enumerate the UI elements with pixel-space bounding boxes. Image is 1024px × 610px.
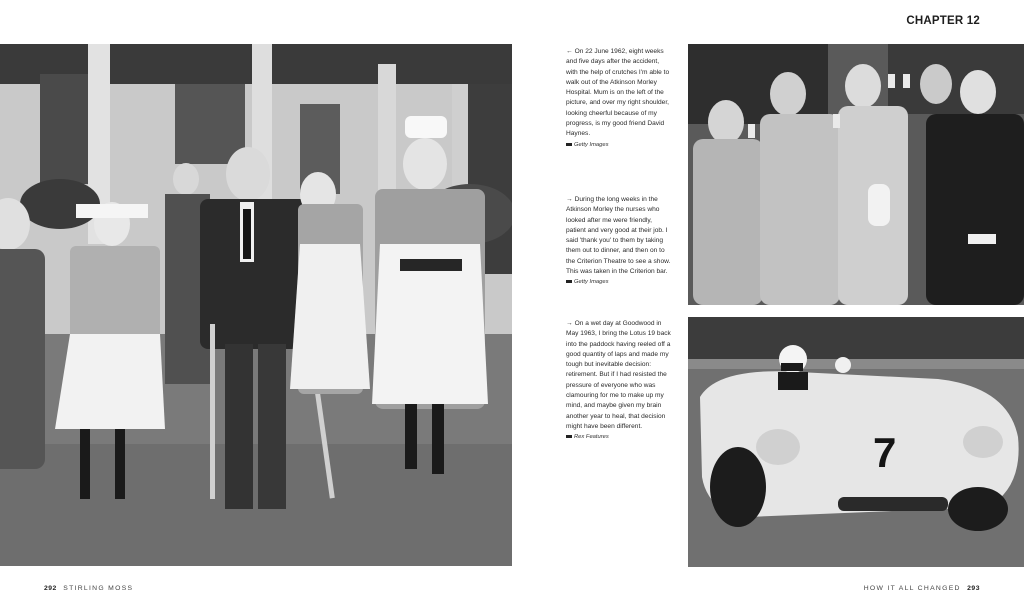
caption-theatre — [566, 195, 672, 285]
right-running-title: HOW IT ALL CHANGED — [863, 585, 961, 592]
caption-goodwood — [566, 319, 672, 440]
left-page-number: 292 — [44, 585, 57, 592]
footer-left — [44, 585, 133, 592]
camera-icon — [566, 143, 572, 146]
arrow-right-icon: → — [566, 196, 573, 203]
arrow-right-icon: → — [566, 320, 573, 327]
hospital-walk-photo — [0, 44, 512, 566]
arrow-left-icon: ← — [566, 48, 573, 55]
chapter-heading: CHAPTER 12 — [906, 15, 980, 27]
photo-credit: Getty Images — [574, 141, 609, 148]
caption-text: On a wet day at Goodwood in May 1963, I bring the Lotus 19 back into the paddock having reeled off a good quantity of laps and made my tough but inevitable decision: retirement. But if I had resisted the pressure of everyone who was clamouring for me to make up my mind, and maybe given my brain another year to heal, that decision might have been different. — [566, 320, 671, 430]
caption-text: On 22 June 1962, eight weeks and five days after the accident, with the help of crutches I'm able to walk out of the Atkinson Morley Hospital. Mum is on the left of the picture, and over my right shoulder, looking cheerful because of my progress, is my good friend David Haynes. — [566, 48, 670, 138]
left-running-title: STIRLING MOSS — [63, 585, 134, 592]
caption-hospital — [566, 47, 672, 148]
car-number: 7 — [873, 429, 897, 476]
lotus-goodwood-photo — [688, 317, 1024, 567]
right-page-number: 293 — [967, 585, 980, 592]
photo-credit: Getty Images — [574, 279, 609, 286]
footer-right — [864, 585, 980, 592]
camera-icon — [566, 435, 572, 438]
camera-icon — [566, 280, 572, 283]
criterion-bar-photo — [688, 44, 1024, 305]
photo-credit: Rex Features — [574, 434, 609, 441]
caption-text: During the long weeks in the Atkinson Morley the nurses who looked after me were friendly, patient and very good at their job. I said 'thank you' to them by taking them out to dinner, and then on to the Criterion Theatre to see a show. This was taken in the Criterion bar. — [566, 196, 671, 276]
